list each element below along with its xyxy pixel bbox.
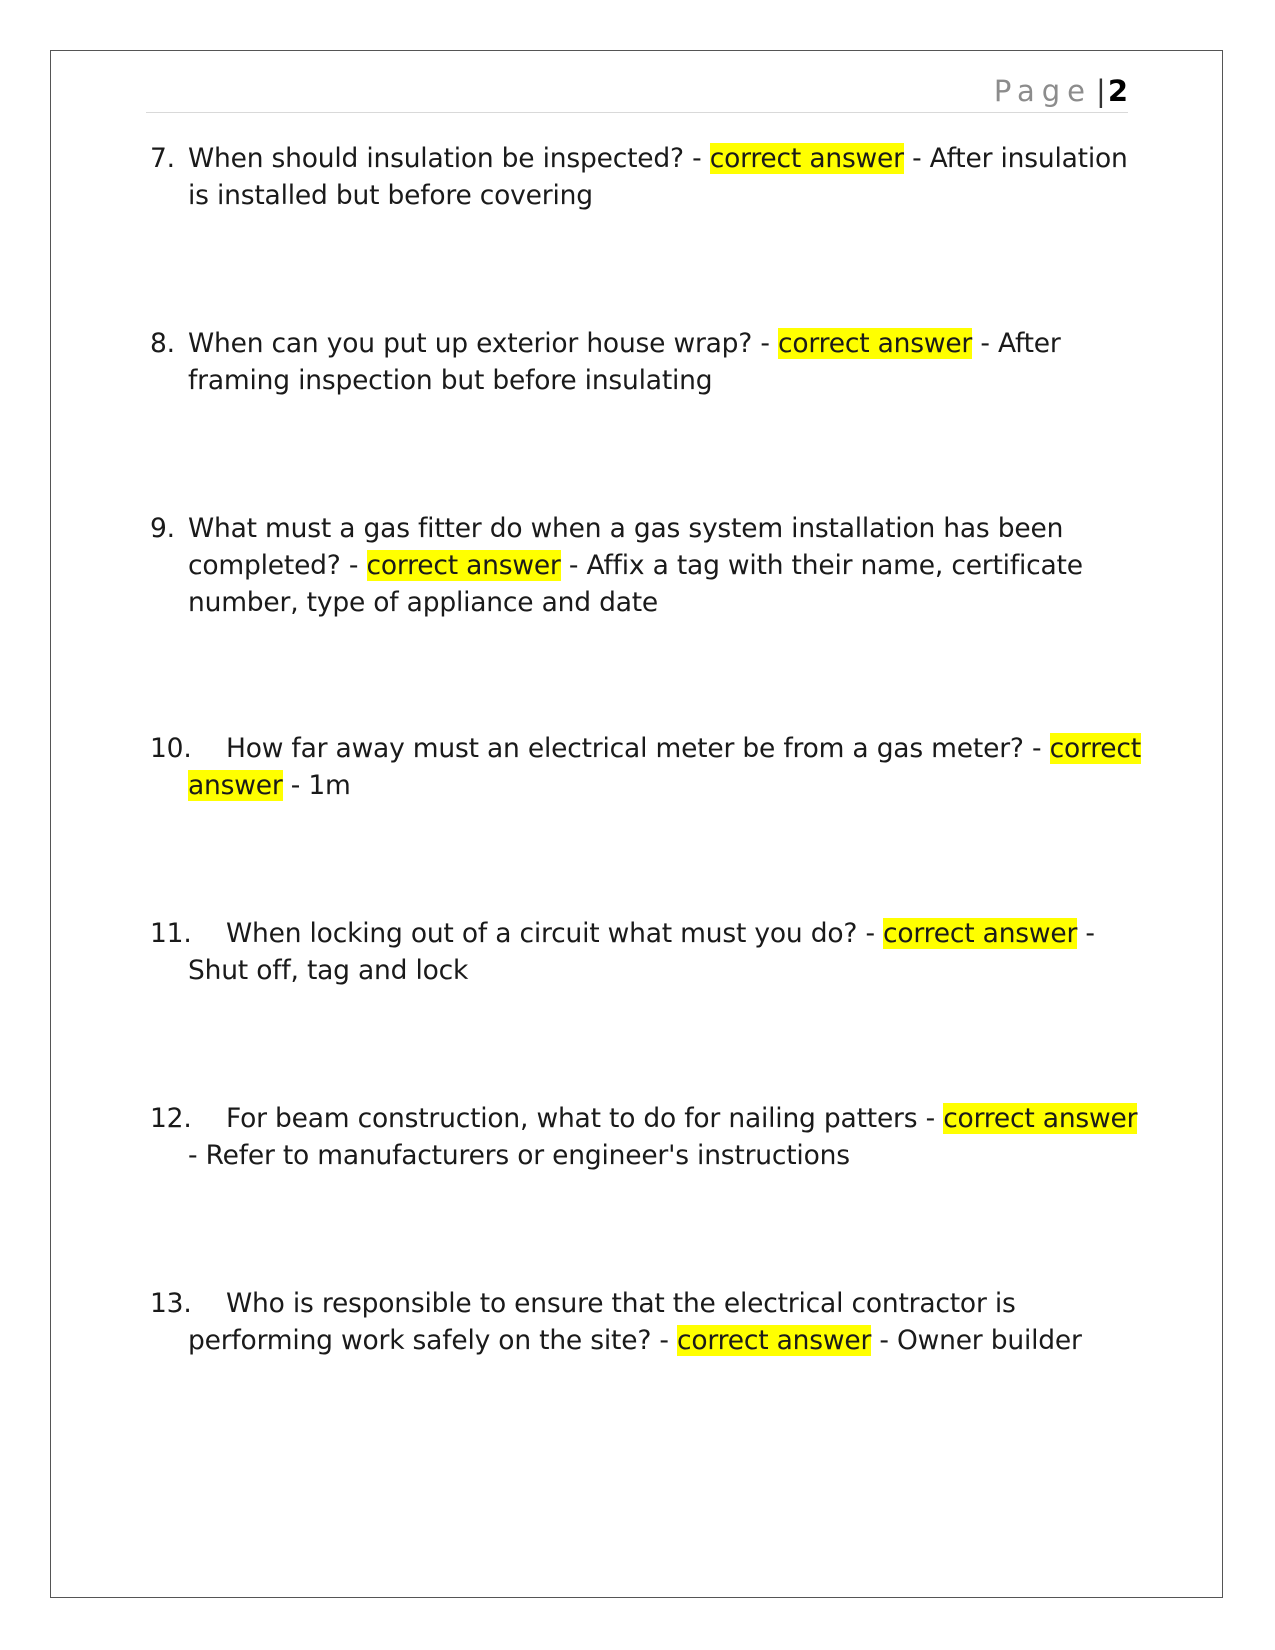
qa-line: [150, 767, 1130, 804]
answer-text: number, type of appliance and date: [188, 587, 659, 618]
answer-text: - After insulation: [912, 143, 1128, 174]
question-text: performing work safely on the site? -: [188, 1325, 669, 1356]
question-text: When locking out of a circuit what must you do? -: [226, 918, 875, 949]
correct-answer-highlight: correct: [1049, 733, 1141, 764]
qa-item-8: [150, 325, 1130, 399]
qa-line: [150, 362, 1130, 399]
answer-text: -: [1085, 918, 1095, 949]
correct-answer-highlight: correct answer: [709, 143, 904, 174]
qa-line: [150, 1322, 1130, 1359]
question-text: How far away must an electrical meter be from a gas meter? -: [226, 733, 1042, 764]
qa-line: [150, 915, 1130, 952]
answer-text: Shut off, tag and lock: [188, 955, 469, 986]
item-number: 11.: [150, 918, 192, 949]
answer-text: - Owner builder: [879, 1325, 1082, 1356]
qa-item-13: [150, 1285, 1130, 1359]
question-text: When should insulation be inspected? -: [188, 143, 702, 174]
question-text: For beam construction, what to do for nailing patters -: [226, 1103, 935, 1134]
qa-item-12: [150, 1100, 1138, 1174]
qa-line: [150, 177, 1130, 214]
answer-text: is installed but before covering: [188, 180, 593, 211]
qa-item-7: [150, 140, 1130, 214]
page-separator: |: [1096, 74, 1106, 108]
qa-line: [150, 1137, 1130, 1174]
item-number: 13.: [150, 1288, 192, 1319]
qa-line: [150, 1285, 1130, 1322]
page-header: [146, 74, 1128, 113]
correct-answer-highlight: correct answer: [943, 1103, 1138, 1134]
question-text: completed? -: [188, 550, 359, 581]
qa-item-10: [150, 730, 1141, 804]
qa-line: [150, 325, 1130, 362]
page-border: [50, 50, 1223, 1598]
page-number: 2: [1107, 74, 1128, 108]
correct-answer-highlight: answer: [188, 770, 283, 801]
qa-item-11: [150, 915, 1130, 989]
correct-answer-highlight: correct answer: [778, 328, 973, 359]
question-text: Who is responsible to ensure that the electrical contractor is: [226, 1288, 1016, 1319]
answer-text: - Affix a tag with their name, certificate: [568, 550, 1083, 581]
item-number: 12.: [150, 1103, 192, 1134]
correct-answer-highlight: correct answer: [883, 918, 1078, 949]
question-text: What must a gas fitter do when a gas system installation has been: [188, 513, 1064, 544]
qa-line: [150, 584, 1130, 621]
correct-answer-highlight: correct answer: [366, 550, 561, 581]
page-word: Page: [993, 74, 1093, 108]
answer-text: - 1m: [290, 770, 351, 801]
item-number: 7.: [150, 143, 175, 174]
qa-item-9: [150, 510, 1130, 621]
page-label: [994, 74, 1128, 108]
item-number: 9.: [150, 513, 175, 544]
answer-text: - Refer to manufacturers or engineer's instructions: [188, 1140, 850, 1171]
question-text: When can you put up exterior house wrap? -: [188, 328, 770, 359]
correct-answer-highlight: correct answer: [677, 1325, 872, 1356]
qa-line: [150, 140, 1130, 177]
qa-line: [150, 730, 1141, 767]
answer-text: framing inspection but before insulating: [188, 365, 713, 396]
qa-line: [150, 1100, 1138, 1137]
qa-line: [150, 510, 1130, 547]
item-number: 10.: [150, 733, 192, 764]
answer-text: - After: [980, 328, 1061, 359]
item-number: 8.: [150, 328, 175, 359]
qa-line: [150, 547, 1130, 584]
qa-line: [150, 952, 1130, 989]
